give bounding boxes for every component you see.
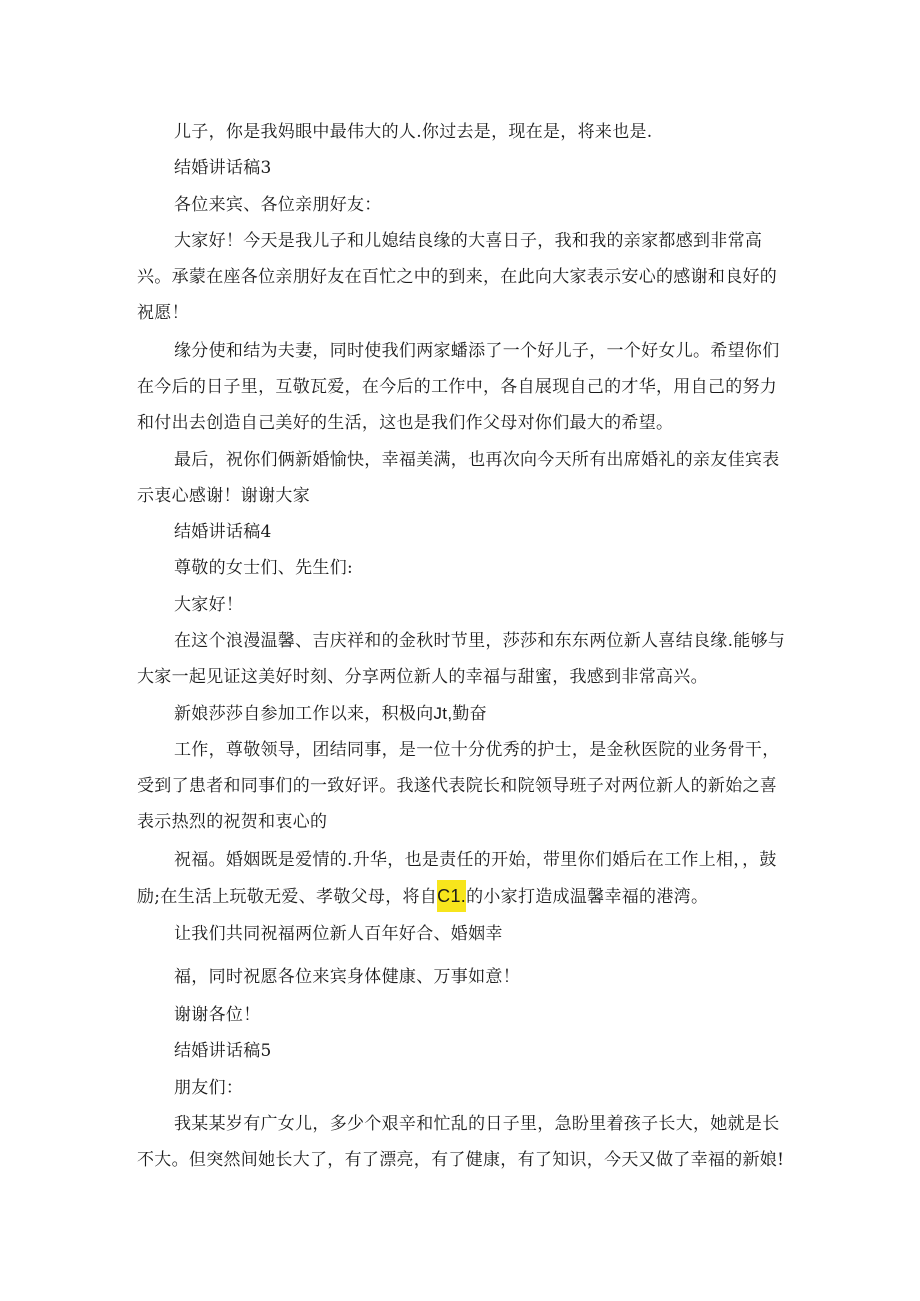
highlighted-text: C1.	[437, 880, 466, 912]
paragraph-closing-thanks: 最后，祝你们俩新婚愉快，幸福美满，也再次向今天所有出席婚礼的亲友佳宾表示衷心感谢！谢谢大家	[137, 450, 780, 506]
text-segment: 新娘莎莎自参加工作以来，积极向	[174, 704, 434, 724]
paragraph-autumn-wedding: 在这个浪漫温馨、吉庆祥和的金秋时节里，莎莎和东东两位新人喜结良缘.能够与大家一起见证这美好时刻、分享两位新人的幸福与甜蜜，我感到非常高兴。	[137, 631, 786, 687]
paragraph-wish-guests: 福，同时祝愿各位来宾身体健康、万事如意！	[174, 967, 520, 987]
text-segment: 的小家打造成温馨幸福的港湾。	[466, 887, 709, 907]
paragraph-wishes-couple: 缘分使和结为夫妻，同时使我们两家蟠添了一个好儿子，一个好女儿。希望你们在今后的日子里，互敬瓦爱，在今后的工作中，各自展现自己的才华，用自己的努力和付出去创造自己美好的生活，这也是我们作父母对你们最大的希望。	[137, 341, 780, 433]
text-segment-latin: Jt,	[433, 704, 453, 723]
paragraph-thank-all: 谢谢各位！	[174, 1005, 261, 1025]
paragraph-bride-work	[174, 696, 794, 732]
salutation-ladies-gentlemen: 尊敬的女士们、先生们:	[174, 558, 354, 578]
heading-speech-5: 结婚讲话稿5	[174, 1041, 272, 1061]
paragraph-daughter-grown: 我某某岁有广女儿，多少个艰辛和忙乱的日子里，急盼里着孩子长大，她就是长不大。但突然间她长大了，有了漂亮，有了健康，有了知识，今天又做了幸福的新娘!	[137, 1114, 785, 1170]
heading-speech-3: 结婚讲话稿3	[174, 158, 272, 178]
paragraph-bride-praise: 工作，尊敬领导，团结同事，是一位十分优秀的护士，是金秋医院的业务骨干，受到了患者和同事们的一致好评。我遂代表院长和院领导班子对两位新人的新始之喜表示热烈的祝贺和衷心的	[137, 740, 780, 832]
text-segment: 勤奋	[452, 704, 487, 724]
salutation-guests: 各位来宾、各位亲朋好友：	[174, 195, 382, 215]
paragraph-marriage-blessing	[137, 842, 787, 915]
paragraph-son-praise: 儿子，你是我妈眼中最伟大的人.你过去是，现在是，将来也是.	[174, 122, 653, 142]
text-segment: 祝福。婚姻既是爱情的.升华，也是责任的开始，带里你们婚后在工作上相，，鼓励;在生活上玩敬无爱、孝敬父母，将自	[137, 850, 777, 907]
paragraph-toast-couple: 让我们共同祝福两位新人百年好合、婚姻幸	[174, 924, 503, 944]
greeting-hello: 大家好！	[174, 595, 244, 615]
paragraph-greeting-thanks: 大家好！今天是我儿子和儿媳结良缘的大喜日子，我和我的亲家都感到非常高兴。承蒙在座各位亲朋好友在百忙之中的到来，在此向大家表示安心的感谢和良好的祝愿！	[137, 231, 778, 323]
salutation-friends: 朋友们：	[174, 1078, 244, 1098]
heading-speech-4: 结婚讲话稿4	[174, 522, 272, 542]
